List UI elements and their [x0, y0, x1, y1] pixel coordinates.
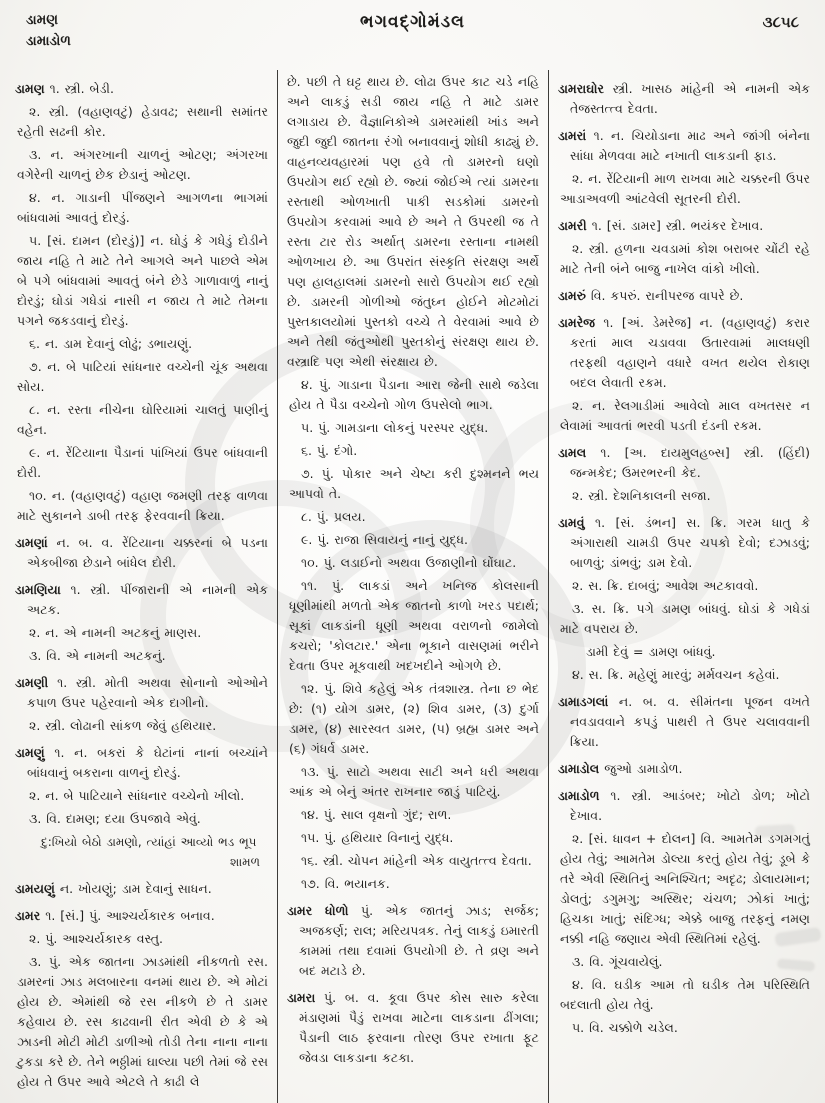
- dict-sense: ૮. પું. પ્રલય.: [300, 509, 366, 524]
- dict-sense: ૧૩. પું. સાટો અથવા સાટી અને ધરી અથવા આંક એ બેનું અંતર રાખનાર જાડું પાટિયું.: [288, 764, 539, 799]
- headword: ડામણું: [15, 745, 45, 760]
- dict-sense: ૨. [સં. ધાવન + દોલન] વિ. આમતેમ ડગમગતું હોય તેવું; આમતેમ ડોલ્યા કરતું હોય તેવું; ડૂબે કે તરે એવી સ્થિતિનું અનિશ્ચિત; અદૃઢ; ડોલાયમાન; ડોલતું; ડગુમગુ; અસ્થિર; ચંચળ; ઝોકાં ખાતું; હિચકા ખાતું; સંદિગ્ધ; એક્કે બાજુ તરફનું નમણ નક્કી નહિ જણાય એવી સ્થિતિમાં રહેલું.: [559, 831, 810, 946]
- dict-idiom: ડામી દેવું = ડામણ બાંધવું.: [585, 644, 716, 659]
- dict-entry: ડામવું ૧. [સં. ડંભન] સ. ક્રિ. ગરમ ધાતુ કે અંગારાથી ચામડી ઉપર ચપકો દેવો; દઝાડવું; બાળવું; ડાંભવું; ડામ દેવો.: [557, 515, 810, 570]
- dict-sense: ૯. ન. રેંટિયાના પૈડાનાં પાંખિયાં ઉપર બાંધવાની દોરી.: [17, 445, 268, 480]
- dict-sense: ૮. ન. રસ્તા નીચેના ઘોરિયામાં ચાલતું પાણીનું વહેન.: [17, 402, 268, 437]
- dict-sense: ૫. પું. ગામડાના લોકનું પરસ્પર યુદ્ધ.: [300, 420, 489, 435]
- dict-entry: ડામર ૧. [સં.] પું. આશ્ચર્યકારક બનાવ.: [15, 908, 215, 923]
- column-1: [6, 70, 277, 1103]
- headword: ડામયણું: [15, 881, 55, 896]
- headword: ડામરેજ: [557, 315, 596, 330]
- dict-sense: ૧૪. પું. સાલ વૃક્ષનો ગુંદ; રાળ.: [300, 807, 452, 822]
- headword: ડામાડોલ: [557, 761, 600, 776]
- guide-word-top: ડામણ: [26, 12, 59, 28]
- headword: ડામલ: [557, 445, 587, 460]
- dict-sense: ૩. ન. અંગરખાની ચાળનું ઓટણ; અંગરખા વગેરેની ચાળનું છેક છેડાનું ઓટણ.: [17, 147, 268, 182]
- headword: ડામરાઘોર: [557, 81, 604, 96]
- dict-entry: ડામર ધોળો પું. એક જાતનું ઝાડ; સર્જક; અજકર્ણ; રાલ; મરિયપત્રક. તેનું લાકડું ઇમારતી કામમાં તથા દવામાં ઉપયોગી છે. તે વ્રણ અને બદ મટાડે છે.: [286, 903, 539, 978]
- dict-sense: ૭. ન. બે પાટિયાં સાંધનાર વચ્ચેની ચૂંક અથવા સોય.: [17, 359, 268, 394]
- dict-entry: ડામયણું ન. ખોયણું; ડામ દેવાનું સાધન.: [15, 881, 212, 896]
- headword: ડામરી: [557, 218, 587, 233]
- headword: ડામાડોળ: [557, 788, 600, 803]
- dict-sense: ૪. ન. ગાડાની પીંજણને આગળના ભાગમાં બાંધવામાં આવતું દોરડું.: [17, 190, 268, 225]
- headword: ડામાડગલાં: [557, 694, 609, 709]
- dict-sense: ૪. સ. ક્રિ. મહેણું મારવું; મર્મવચન કહેવાં.: [571, 667, 780, 682]
- headword: ડામણ: [15, 81, 45, 96]
- headword: ડામવું: [557, 515, 585, 530]
- dict-entry: ડામરાં ૧. ન. ચિયોડાના માઢ અને જાંગી બંનેના સાંધા મેળવવા માટે નખાતી લાકડાની ફાડ.: [557, 128, 810, 163]
- dict-sense: ૪. વિ. ઘડીક આમ તો ઘડીક તેમ પરિસ્થિતિ બદલાતી હોય તેવું.: [559, 977, 810, 1012]
- dict-sense: ૨. સ. ક્રિ. દાબવું; આવેશ અટકાવવો.: [571, 578, 759, 593]
- headword: ડામરું: [557, 288, 586, 303]
- dict-sense: ૨. પું. આશ્ચર્યકારક વસ્તુ.: [29, 931, 163, 946]
- dict-sense: ૫. વિ. ચક્કોળે ચડેલ.: [571, 1020, 678, 1035]
- dict-sense: ૩. વિ. એ નામની અટકનું.: [29, 648, 166, 663]
- dict-sense: ૨. ન. રેલગાડીમાં આવેલો માલ વખતસર ન લેવામાં આવતાં ભરવી પડતી દંડની રકમ.: [559, 398, 810, 433]
- dict-sense: ૨. સ્ત્રી. દેશનિકાલની સજા.: [571, 488, 711, 503]
- dict-sense: ૩. વિ. દામણ; દયા ઉપજાવે એવું.: [29, 811, 201, 826]
- page-header: [0, 0, 825, 62]
- column-2: [277, 70, 548, 1103]
- headword: ડામણી: [15, 675, 49, 690]
- dict-sense: ૨. સ્ત્રી. લોઢાની સાંકળ જેવું હથિયાર.: [29, 718, 217, 733]
- headword: ડામણાં: [15, 535, 48, 550]
- dict-sense: ૧૨. પું. શિવે કહેલું એક તંત્રશાસ્ત્ર. તેના છ ભેદ છે: (૧) યોગ ડામર, (૨) શિવ ડામર, (૩) દુર્ગા ડામર, (૪) સારસ્વત ડામર, (૫) બ્રહ્મ ડામર અને (૬) ગંધર્વ ડામર.: [288, 681, 539, 756]
- headword: ડામરા: [286, 990, 316, 1005]
- dict-sense: ૨. ન. બે પાટિયાને સાંધનાર વચ્ચેનો ખીલો.: [29, 788, 245, 803]
- dict-entry: ડામરી ૧. [સં. ડામર] સ્ત્રી. ભયંકર દેખાવ.: [557, 218, 764, 233]
- dict-sense: ૬. ન. ડામ દેવાનું લોઢું; ડભાયણું.: [29, 336, 193, 351]
- dict-sense: ૪. પું. ગાડાના પૈડાના આરા જેની સાથે જડેલા હોય તે પૈડા વચ્ચેનો ગોળ ઉપસેલો ભાગ.: [288, 377, 539, 412]
- dict-sense: ૨. સ્ત્રી. હળના ચવડામાં કોશ બરાબર ચોંટી રહે માટે તેની બંને બાજુ નાખેલ વાંકો ખીલો.: [559, 241, 810, 276]
- dict-verse: દુ:ખિયો બેઠો ડામણો, ત્યાંહાં આવ્યો ભડ ભૂપ: [41, 835, 257, 849]
- dict-entry: ડામણું ૧. ન. બકરાં કે ઘેટાંનાં નાનાં બચ્ચાંને બાંધવાનું બકરાના વાળનું દોરડું.: [15, 745, 268, 780]
- headword: ડામરાં: [557, 128, 587, 143]
- dict-entry: ડામરા પું. બ. વ. કૂવા ઉપર કોસ સારુ કરેલા મંડાણમાં પૈડું રાખવા માટેના લાકડાના ઢીંગલા; પૈડાની લાઠ ફરવાના તોરણ ઉપર રખાતા ફૂટ જેવડા લાકડાના કટકા.: [286, 990, 539, 1065]
- headword: ડામણિયા: [15, 582, 61, 597]
- dict-sense: ૯. પું. રાજા સિવાયનું નાનું યુદ્ધ.: [300, 532, 469, 547]
- dict-entry: ડામણિયા ૧. સ્ત્રી. પીંજારાની એ નામની એક અટક.: [15, 582, 268, 617]
- dict-sense: ૧૫. પું. હથિયાર વિનાનું યુદ્ધ.: [300, 830, 454, 845]
- dict-entry: ડામરેજ ૧. [અં. ડેમરેજ] ન. (વહાણવટું) કરાર કરતાં માલ ચડાવવા ઉતારવામાં માલધણી તરફથી વહાણને વધારે વખત થયેલ રોકાણ બદલ લેવાતી રકમ.: [557, 315, 810, 390]
- dict-sense: ૭. પું. પોકાર અને ચેષ્ટા કરી દુશ્મનને ભય આપવો તે.: [288, 466, 539, 501]
- dict-sense: ૨. ન. રેંટિયાની માળ રાખવા માટે ચક્કરની ઉપર આડાઅવળી આંટવેલી સૂતરની દોરી.: [559, 171, 810, 206]
- dict-sense: ૧૬. સ્ત્રી. ચોપન માંહેની એક વાયુતત્ત્વ દેવતા.: [300, 853, 532, 868]
- page-title: ભગવદ્ગોમંડલ: [360, 12, 465, 32]
- dict-entry: ડામાડોળ ૧. સ્ત્રી. આડંબર; ખોટો ડોળ; ખોટો દેખાવ.: [557, 788, 810, 823]
- dict-entry: ડામાડગલાં ન. બ. વ. સીમંતના પૂજન વખતે નવડાવવાને કપડું પાથરી તે ઉપર ચલાવવાની ક્રિયા.: [557, 694, 810, 749]
- dict-entry: ડામલ ૧. [અ. દાયમુલહબ્સ] સ્ત્રી. (હિંદી) જન્મકેદ; ઉમરભરની કેદ.: [557, 445, 810, 480]
- guide-word-bottom: ડામાડોળ: [26, 33, 71, 49]
- dict-sense: ૨. સ્ત્રી. (વહાણવટું) હેડાવઢ; સથાની સમાંતર રહેતી સઢની કોર.: [17, 104, 268, 139]
- dict-sense: ૩. વિ. ગૂંચવાયેલું.: [571, 954, 663, 969]
- dict-sense: ૩. સ. ક્રિ. પગે ડામણ બાંધવું. ઘોડાં કે ગધેડાં માટે વપરાય છે.: [559, 601, 810, 636]
- dict-cont: છે. પછી તે ઘટ્ટ થાય છે. લોઢા ઉપર કાટ ચડે નહિ અને લાકડું સડી જાય નહિ તે માટે ડામર લગાડાય છે. વૈજ્ઞાનિકોએ ડામરમાંથી ખાંડ અને જુદી જુદી જાતના રંગો બનાવવાનું શોધી કાઢ્યું છે. વાહનવ્યવહારમાં પણ હવે તો ડામરનો ઘણો ઉપયોગ થઈ રહ્યો છે. જ્યાં જોઈએ ત્યાં ડામરના રસ્તાથી ઓળખાતી પાકી સડકોમાં ડામરનો ઉપયોગ કરવામાં આવે છે અને તે ઉપરથી જ તે રસ્તા ટાર રોડ અર્થાત્ ડામરના રસ્તાના નામથી ઓળખાય છે. આ ઉપરાંત સંસ્કૃતિ સંરક્ષણ અર્થે પણ હાલહાલમાં ડામરનો સારો ઉપયોગ થઈ રહ્યો છે. ડામરની ગોળીઓ જંતુઘ્ન હોઈને મોટમોટાં પુસ્તકાલયોમાં પુસ્તકો વચ્ચે તે વેરવામાં આવે છે અને તેથી જંતુઓથી પુસ્તકોનું સંરક્ષણ થાય છે. વસ્ત્રાદિ પણ એથી સંરક્ષાય છે.: [286, 74, 539, 369]
- dict-entry: ડામાડોલ જુઓ ડામાડોળ.: [557, 761, 683, 776]
- dict-sense: ૧૦. ન. (વહાણવટું) વહાણ જમણી તરફ વાળવા માટે સુકાનને ડાબી તરફ ફેરવવાની ક્રિયા.: [17, 488, 268, 523]
- columns: [6, 70, 819, 1103]
- dict-entry: ડામણ ૧. સ્ત્રી. બેડી.: [15, 81, 114, 96]
- headword: ડામર: [15, 908, 41, 923]
- dict-sense: ૧૭. વિ. ભયાનક.: [300, 876, 390, 891]
- dict-sense: ૫. [સં. દામન (દોરડું)] ન. ઘોડું કે ગધેડું દોડીને જાય નહિ તે માટે તેને આગલે અને પાછલે એમ બે પગે બાંધવામાં આવતું બંને છેડે ગાળાવાળું નાનું દોરડું; ઘોડાં ગધેડાં નાસી ન જાય તે માટે તેમના પગને જકડવાનું દોરડું.: [17, 233, 268, 328]
- dict-entry: ડામરાઘોર સ્ત્રી. ખાસઠ માંહેની એ નામની એક તેજસ્તત્ત્વ દેવતા.: [557, 81, 810, 116]
- dict-sense: ૩. પું. એક જાતના ઝાડમાંથી નીકળતો રસ. ડામરનાં ઝાડ મલબારના વનમાં થાય છે. એ મોટાં હોય છે. એમાંથી જે રસ નીકળે છે તે ડામર કહેવાય છે. રસ કાઢવાની રીત એવી છે કે એ ઝાડની મોટી મોટી ડાળીઓ તોડી તેના નાના નાના ટુકડા કરે છે. તેને ભઠ્ઠીમાં ઘાલ્યા પછી તેમાં જે રસ હોય તે ઉપર આવે એટલે તે કાઢી લે: [17, 954, 268, 1089]
- dict-entry: ડામરું વિ. કપરું. રાનીપરજ વાપરે છે.: [557, 288, 744, 303]
- dict-sense: ૧૧. પું. લાકડાં અને ખનિજ કોલસાની ધૂણીમાંથી મળતો એક જાતનો કાળો ખરડ પદાર્થ; સૂકાં લાકડાંની ધૂણી અથવા વરાળનો જામેલો કચરો; 'કોલટાર.' એના ભૂકાને વાસણમાં ભરીને દેવતા ઉપર મૂકવાથી ખદખદીને ઓગળે છે.: [288, 578, 539, 673]
- column-3: [548, 70, 819, 1103]
- dict-attrib: શામળ: [229, 855, 260, 869]
- page-number: ૩૮૫૮: [762, 13, 799, 31]
- headword: ડામર ધોળો: [286, 903, 349, 918]
- dict-sense: ૧૦. પું. લડાઈનો અથવા ઉજાણીનો ઘોંઘાટ.: [300, 555, 517, 570]
- dict-entry: ડામણી ૧. સ્ત્રી. મોતી અથવા સોનાનો ઓઓને કપાળ ઉપર પહેરવાનો એક દાગીનો.: [15, 675, 268, 710]
- dict-sense: ૨. ન. એ નામની અટકનું માણસ.: [29, 625, 202, 640]
- dict-entry: ડામણાં ન. બ. વ. રેંટિયાના ચક્કરનાં બે પડના એકબીજા છેડાને બાંધેલ દોરી.: [15, 535, 268, 570]
- dict-sense: ૬. પું. દંગો.: [300, 443, 358, 458]
